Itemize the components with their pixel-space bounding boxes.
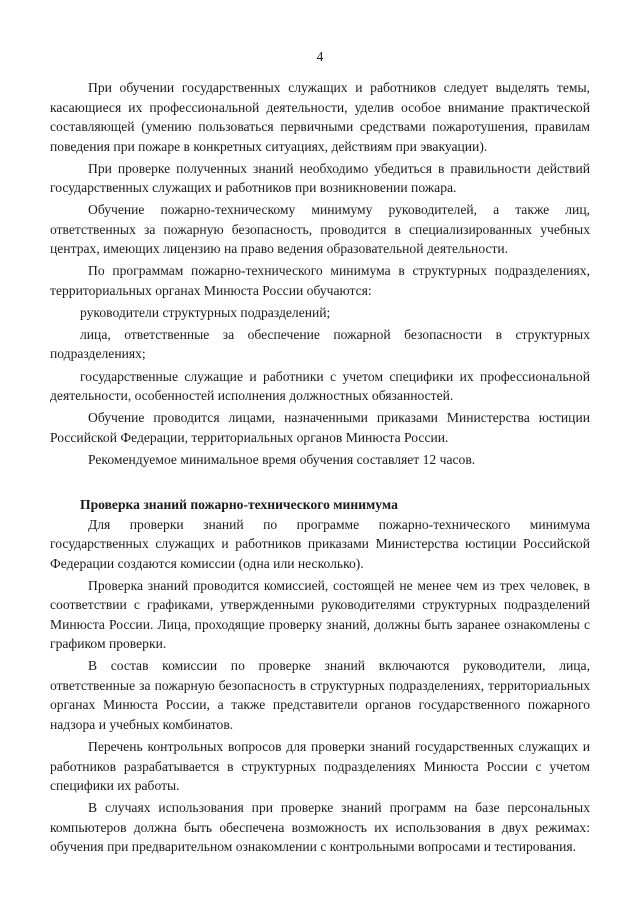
- paragraph: Обучение пожарно-техническому минимуму руководителей, а также лиц, ответственных за пожарную безопасность, проводится в специализированных учебных центрах, имеющих лицензию на право ведения образовательной деятельности.: [50, 202, 590, 257]
- document-body: [50, 78, 590, 859]
- paragraph: При обучении государственных служащих и работников следует выделять темы, касающиеся их профессиональной деятельности, уделив особое внимание практической составляющей (умению пользоваться первичными средствами пожаротушения, правилам поведения при пожаре в конкретных ситуациях, действиям при эвакуации).: [50, 80, 590, 154]
- paragraph: Проверка знаний проводится комиссией, состоящей не менее чем из трех человек, в соответствии с графиками, утвержденными руководителями структурных подразделений Минюста России. Лица, проходящие проверку знаний, должны быть заранее ознакомлены с графиком проверки.: [50, 577, 590, 652]
- section-heading: Проверка знаний пожарно-технического минимума: [80, 497, 398, 513]
- paragraph: Перечень контрольных вопросов для проверки знаний государственных служащих и работников разрабатывается в структурных подразделениях Минюста России с учетом специфики их работы.: [50, 739, 590, 794]
- paragraph: По программам пожарно-технического минимума в структурных подразделениях, территориальных органах Минюста России обучаются:: [50, 263, 590, 298]
- page-number: 4: [316, 49, 324, 64]
- paragraph: Для проверки знаний по программе пожарно-технического минимума государственных служащих и работников приказами Министерства юстиции Российской Федерации создаются комиссии (одна или несколько).: [50, 516, 590, 571]
- paragraph: Обучение проводится лицами, назначенными приказами Министерства юстиции Российской Федерации, территориальных органов Минюста России.: [50, 410, 590, 445]
- list-item: руководители структурных подразделений;: [80, 304, 331, 320]
- list-item: государственные служащие и работники с учетом специфики их профессиональной деятельности, особенностей исполнения должностных обязанностей.: [50, 368, 590, 404]
- paragraph: В состав комиссии по проверке знаний включаются руководители, лица, ответственные за пожарную безопасность в структурных подразделениях, территориальных органах Минюста России, а также представители органов государственного пожарного надзора и учебных комбинатов.: [50, 658, 590, 732]
- paragraph: В случаях использования при проверке знаний программ на базе персональных компьютеров должна быть обеспечена возможность их использования в двух режимах: обучения при предварительном ознакомлении с контрольными вопросами и тестирования.: [50, 800, 590, 855]
- paragraph: Рекомендуемое минимальное время обучения составляет 12 часов.: [88, 451, 476, 467]
- paragraph: При проверке полученных знаний необходимо убедиться в правильности действий государственных служащих и работников при возникновении пожара.: [50, 160, 590, 196]
- list-item: лица, ответственные за обеспечение пожарной безопасности в структурных подразделениях;: [50, 326, 590, 362]
